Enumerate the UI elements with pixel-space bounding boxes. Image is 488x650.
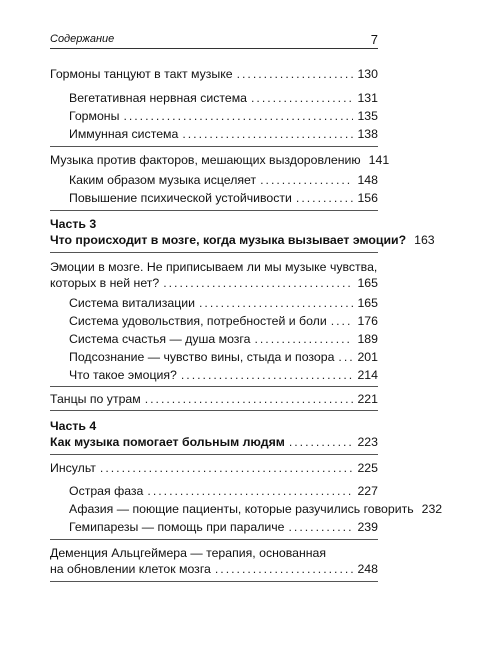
toc-entry-title: Музыка против факторов, мешающих выздоровлению bbox=[50, 153, 361, 167]
toc-entry-how-music-heals[interactable] bbox=[69, 172, 378, 188]
toc-entry-dementia-line1[interactable]: Деменция Альцгеймера — терапия, основанная bbox=[50, 546, 327, 560]
toc-entry-page: 227 bbox=[357, 484, 378, 498]
toc-entry-acute-phase[interactable] bbox=[69, 483, 378, 499]
toc-entry-dementia[interactable] bbox=[50, 561, 378, 577]
toc-leader-dots bbox=[289, 434, 354, 450]
toc-leader-dots bbox=[123, 108, 353, 124]
toc-entry-music-vs-factors[interactable] bbox=[50, 152, 390, 168]
section-divider bbox=[50, 539, 378, 540]
part-3-label: Часть 3 bbox=[50, 217, 97, 231]
toc-entry-title: Каким образом музыка исцеляет bbox=[69, 173, 257, 187]
toc-entry-page: 221 bbox=[357, 392, 378, 406]
toc-leader-dots bbox=[260, 172, 353, 188]
toc-leader-dots bbox=[331, 313, 354, 329]
toc-entry-title: на обновлении клеток мозга bbox=[50, 562, 211, 576]
section-divider bbox=[50, 581, 378, 582]
toc-entry-title: которых в ней нет? bbox=[50, 276, 160, 290]
toc-entry-page: 135 bbox=[357, 109, 378, 123]
toc-entry-title: Повышение психической устойчивости bbox=[69, 191, 292, 205]
toc-leader-dots bbox=[199, 295, 353, 311]
toc-leader-dots bbox=[147, 483, 353, 499]
toc-leader-dots bbox=[251, 90, 353, 106]
toc-entry-page: 239 bbox=[357, 520, 378, 534]
toc-entry-morning-dances[interactable] bbox=[50, 391, 378, 407]
toc-entry-page: 141 bbox=[368, 153, 390, 167]
toc-entry-page: 165 bbox=[357, 276, 378, 290]
toc-leader-dots bbox=[215, 561, 354, 577]
toc-entry-page: 138 bbox=[357, 127, 378, 141]
toc-entry-page: 248 bbox=[357, 562, 378, 576]
toc-entry-page: 176 bbox=[357, 314, 378, 328]
toc-entry-title: Иммунная система bbox=[69, 127, 179, 141]
toc-entry-title: Подсознание — чувство вины, стыда и позора bbox=[69, 350, 335, 364]
toc-entry-part-3-title[interactable] bbox=[50, 232, 435, 248]
toc-entry-hormones[interactable] bbox=[69, 108, 378, 124]
section-divider bbox=[50, 210, 378, 211]
toc-entry-emotions-line1[interactable]: Эмоции в мозге. Не приписываем ли мы музыке чувства, bbox=[50, 260, 378, 274]
section-divider bbox=[50, 454, 378, 455]
toc-entry-subconscious[interactable] bbox=[69, 349, 378, 365]
toc-entry-page: 130 bbox=[357, 67, 378, 81]
toc-leader-dots bbox=[338, 349, 353, 365]
toc-entry-title: Афазия — поющие пациенты, которые разучились говорить bbox=[69, 502, 414, 516]
toc-entry-title: Инсульт bbox=[50, 461, 96, 475]
toc-entry-title: Гормоны bbox=[69, 109, 120, 123]
part-4-label: Часть 4 bbox=[50, 419, 97, 433]
toc-entry-page: 201 bbox=[357, 350, 378, 364]
toc-leader-dots bbox=[145, 391, 354, 407]
toc-entry-what-is-emotion[interactable] bbox=[69, 367, 378, 383]
toc-entry-page: 232 bbox=[421, 502, 443, 516]
toc-entry-page: 131 bbox=[357, 91, 378, 105]
section-divider bbox=[50, 252, 378, 253]
toc-entry-hormones-dance[interactable] bbox=[50, 66, 378, 82]
toc-entry-vitalization[interactable] bbox=[69, 295, 378, 311]
toc-leader-dots bbox=[254, 331, 353, 347]
toc-entry-title: Гормоны танцуют в такт музыке bbox=[50, 67, 233, 81]
toc-entry-title: Гемипарезы — помощь при параличе bbox=[69, 520, 285, 534]
toc-entry-title: Система счастья — душа мозга bbox=[69, 332, 251, 346]
running-header bbox=[50, 30, 378, 49]
toc-leader-dots bbox=[237, 66, 354, 82]
toc-entry-emotions[interactable] bbox=[50, 275, 378, 291]
toc-entry-part-4-title[interactable] bbox=[50, 434, 378, 450]
toc-entry-title: Система удовольствия, потребностей и боли bbox=[69, 314, 327, 328]
toc-entry-happiness-system[interactable] bbox=[69, 331, 378, 347]
section-divider bbox=[50, 410, 378, 411]
toc-entry-title: Система витализации bbox=[69, 296, 195, 310]
toc-leader-dots bbox=[289, 519, 354, 535]
toc-entry-page: 225 bbox=[357, 461, 378, 475]
toc-entry-page: 156 bbox=[357, 191, 378, 205]
toc-leader-dots bbox=[296, 190, 354, 206]
toc-entry-page: 214 bbox=[357, 368, 378, 382]
toc-entry-page: 163 bbox=[414, 233, 435, 247]
toc-entry-aphasia[interactable] bbox=[69, 501, 443, 517]
toc-entry-page: 148 bbox=[357, 173, 378, 187]
toc-entry-pleasure-system[interactable] bbox=[69, 313, 378, 329]
toc-leader-dots bbox=[100, 460, 354, 476]
toc-leader-dots bbox=[182, 126, 353, 142]
toc-entry-page: 165 bbox=[357, 296, 378, 310]
toc-entry-immune-system[interactable] bbox=[69, 126, 378, 142]
toc-entry-autonomic-system[interactable] bbox=[69, 90, 378, 106]
toc-entry-title: Вегетативная нервная система bbox=[69, 91, 247, 105]
toc-entry-title: Танцы по утрам bbox=[50, 392, 141, 406]
toc-entry-hemiparesis[interactable] bbox=[69, 519, 378, 535]
section-divider bbox=[50, 386, 378, 387]
section-divider bbox=[50, 146, 378, 147]
toc-entry-title: Что происходит в мозге, когда музыка вызывает эмоции? bbox=[50, 233, 407, 247]
header-page-number: 7 bbox=[370, 32, 378, 47]
toc-leader-dots bbox=[163, 275, 353, 291]
toc-entry-title: Как музыка помогает больным людям bbox=[50, 435, 285, 449]
header-title: Содержание bbox=[50, 33, 115, 45]
toc-entry-title: Острая фаза bbox=[69, 484, 144, 498]
toc-entry-resilience[interactable] bbox=[69, 190, 378, 206]
toc-leader-dots bbox=[181, 367, 354, 383]
toc-entry-page: 189 bbox=[357, 332, 378, 346]
toc-entry-stroke[interactable] bbox=[50, 460, 378, 476]
toc-entry-title: Что такое эмоция? bbox=[69, 368, 177, 382]
toc-entry-page: 223 bbox=[357, 435, 378, 449]
